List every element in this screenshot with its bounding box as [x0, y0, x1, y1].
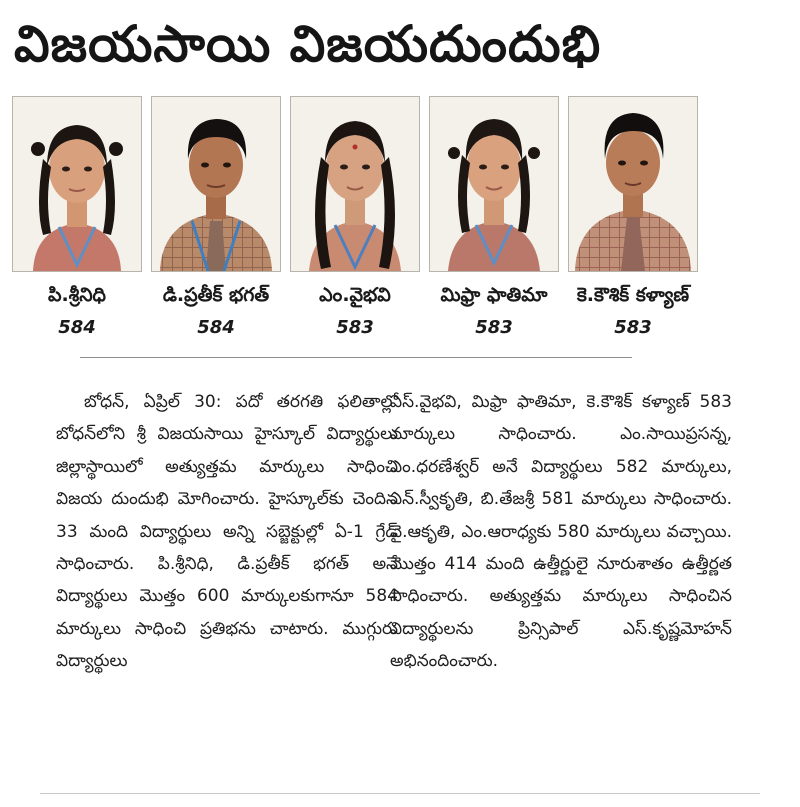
student-photo — [290, 96, 420, 272]
article-left-column — [56, 386, 398, 678]
student-marks: 584 — [197, 317, 235, 338]
student-card — [12, 96, 142, 346]
student-photo — [12, 96, 142, 272]
article-paragraph: ఎస్.వైభవి, మిఫ్రా ఫాతిమా, కె.కౌశిక్ కళ్యాణ్ 583 మార్కులు సాధించారు. ఎం.సాయిప్రసన్న, ఎం.ధరణేశ్వర్ అనే విద్యార్థులు 582 మార్కులు, ఎన్.స్వీకృతి, బి.తేజశ్రీ 581 మార్కులు సాధించారు. వై.ఆకృతి, ఎం.ఆరాధ్యకు 580 మార్కులు వచ్చాయి. మొత్తం 414 మంది ఉత్తీర్ణులై నూరుశాతం ఉత్తీర్ణత సాధించారు. అత్యుత్తమ మార్కులు సాధించిన విద్యార్థులను ప్రిన్సిపాల్ ఎస్.కృష్ణమోహన్ అభినందించారు. — [390, 392, 732, 672]
student-name: కె.కౌశిక్ కళ్యాణ్ — [576, 284, 690, 306]
headline: విజయసాయి విజయదుందుభి — [14, 15, 602, 73]
student-photo — [429, 96, 559, 272]
student-card — [151, 96, 281, 346]
student-marks: 583 — [614, 317, 652, 338]
divider — [40, 793, 760, 794]
girl-portrait-icon — [430, 97, 558, 271]
student-card — [290, 96, 420, 346]
student-name: డి.ప్రతీక్ భగత్ — [162, 284, 270, 306]
article-paragraph: బోధన్, ఏప్రిల్ 30: పదో తరగతి ఫలితాల్లో బోధన్‌లోని శ్రీ విజయసాయి హైస్కూల్ విద్యార్థులు జిల్లాస్థాయిలో అత్యుత్తమ మార్కులు సాధించి విజయ దుందుభి మోగించారు. హైస్కూల్‌కు చెందిన 33 మంది విద్యార్థులు అన్ని సబ్జెక్టుల్లో ఏ-1 గ్రేడ్ సాధించారు. పి.శ్రీనిధి, డి.ప్రతీక్ భగత్ అనే విద్యార్థులు మొత్తం 600 మార్కులకుగానూ 584 మార్కులు సాధించి ప్రతిభను చాటారు. ముగ్గురు విద్యార్థులు — [56, 392, 398, 672]
student-name: పి.శ్రీనిధి — [48, 284, 106, 306]
student-card — [568, 96, 698, 346]
girl-portrait-icon — [291, 97, 419, 271]
article-right-column — [390, 386, 732, 678]
student-marks: 583 — [475, 317, 513, 338]
girl-portrait-icon — [13, 97, 141, 271]
student-name: మిఫ్రా ఫాతిమా — [440, 284, 548, 306]
boy-portrait-icon — [152, 97, 280, 271]
student-photo-row — [0, 96, 800, 346]
divider — [80, 357, 632, 358]
student-name: ఎం.వైభవి — [319, 284, 391, 306]
boy-portrait-icon — [569, 97, 697, 271]
student-marks: 584 — [58, 317, 96, 338]
student-card — [429, 96, 559, 346]
student-marks: 583 — [336, 317, 374, 338]
student-photo — [568, 96, 698, 272]
student-photo — [151, 96, 281, 272]
